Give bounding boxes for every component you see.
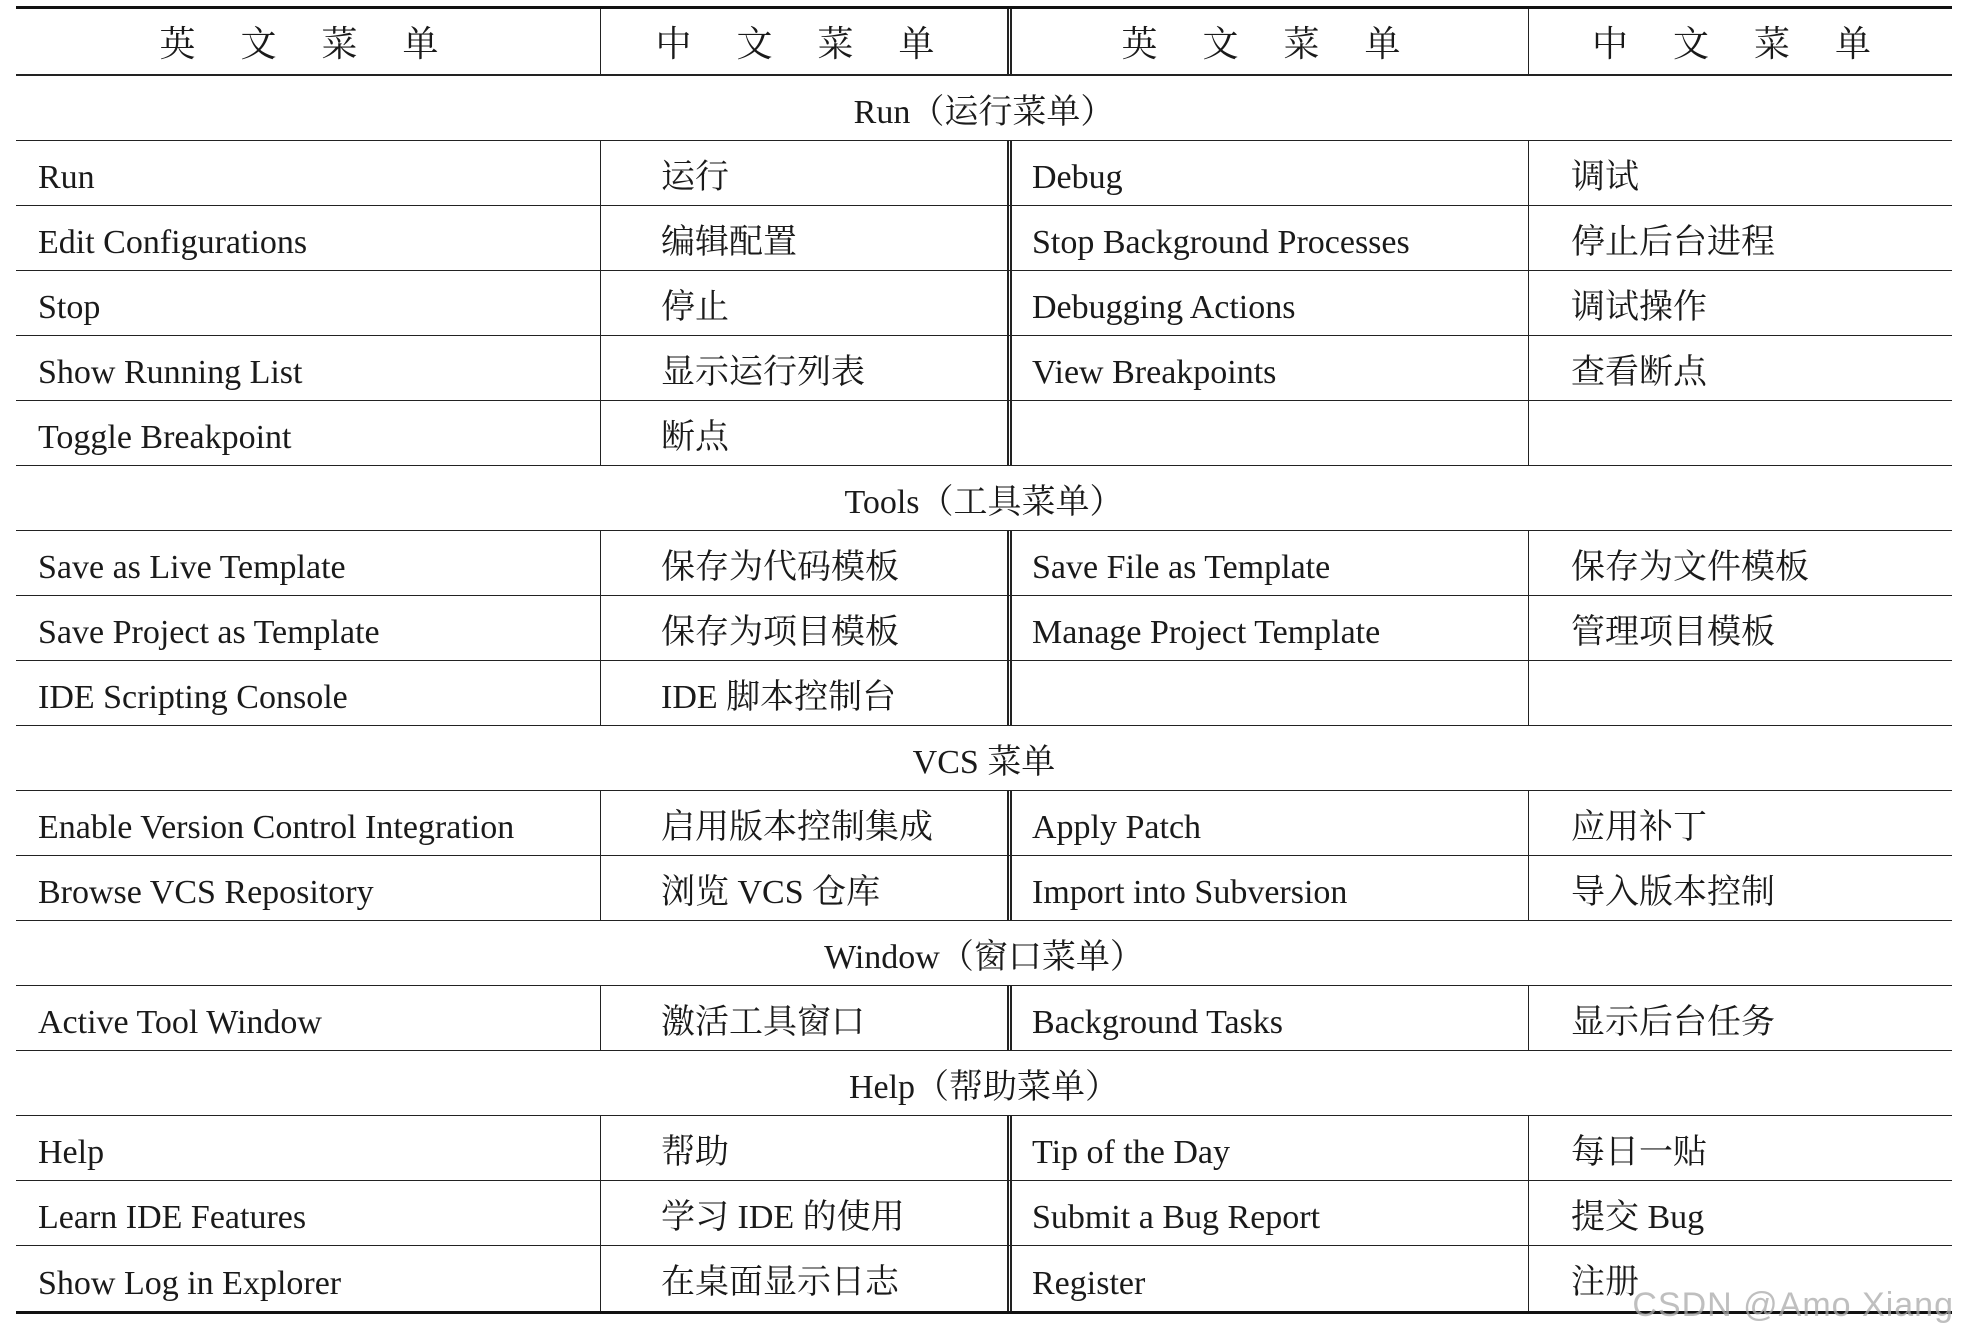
section-title: Run（运行菜单） bbox=[853, 93, 1115, 131]
chinese-menu-cell: 停止后台进程 bbox=[1528, 206, 1952, 270]
english-menu-cell: Stop bbox=[38, 289, 101, 326]
chinese-menu-cell: 保存为代码模板 bbox=[600, 531, 1012, 595]
header-chinese-menu-1: 中 文 菜 单 bbox=[600, 9, 1012, 74]
english-menu-cell: Register bbox=[1032, 1264, 1146, 1302]
english-menu-cell: Toggle Breakpoint bbox=[38, 419, 292, 456]
english-menu-cell: Submit a Bug Report bbox=[1032, 1199, 1321, 1236]
table-row bbox=[16, 791, 1952, 856]
english-menu-cell: Help bbox=[38, 1134, 105, 1171]
table-row bbox=[16, 596, 1952, 661]
english-menu-cell: Save Project as Template bbox=[38, 614, 380, 651]
chinese-menu-cell: 保存为项目模板 bbox=[600, 596, 1012, 660]
chinese-menu-cell: 保存为文件模板 bbox=[1528, 531, 1952, 595]
table-row bbox=[16, 1181, 1952, 1246]
section-title: VCS 菜单 bbox=[912, 743, 1056, 781]
header-chinese-menu-2: 中 文 菜 单 bbox=[1528, 9, 1952, 74]
english-menu-cell: Save File as Template bbox=[1032, 549, 1331, 586]
section-title-row bbox=[16, 726, 1952, 791]
english-menu-cell bbox=[1012, 661, 1528, 725]
english-menu-cell: Background Tasks bbox=[1032, 1004, 1284, 1041]
header-english-menu-2: 英 文 菜 单 bbox=[1121, 24, 1419, 64]
chinese-menu-cell: 显示运行列表 bbox=[600, 336, 1012, 400]
chinese-menu-cell: IDE 脚本控制台 bbox=[600, 661, 1012, 725]
section-title-row bbox=[16, 76, 1952, 141]
english-menu-cell bbox=[1012, 401, 1528, 465]
chinese-menu-cell: 启用版本控制集成 bbox=[600, 791, 1012, 855]
table-row bbox=[16, 661, 1952, 726]
section-title-row bbox=[16, 466, 1952, 531]
chinese-menu-cell: 调试 bbox=[1528, 141, 1952, 205]
header-english-menu-1: 英 文 菜 单 bbox=[159, 24, 457, 64]
section-title-row bbox=[16, 921, 1952, 986]
table-row bbox=[16, 1116, 1952, 1181]
english-menu-cell: Edit Configurations bbox=[38, 224, 308, 261]
header-row bbox=[16, 9, 1952, 76]
english-menu-cell: Save as Live Template bbox=[38, 549, 346, 586]
english-menu-cell: View Breakpoints bbox=[1032, 354, 1277, 391]
english-menu-cell: Apply Patch bbox=[1032, 809, 1202, 846]
english-menu-cell: Show Running List bbox=[38, 354, 303, 391]
chinese-menu-cell: 管理项目模板 bbox=[1528, 596, 1952, 660]
table-row bbox=[16, 206, 1952, 271]
table-row bbox=[16, 271, 1952, 336]
chinese-menu-cell: 编辑配置 bbox=[600, 206, 1012, 270]
chinese-menu-cell: 调试操作 bbox=[1528, 271, 1952, 335]
english-menu-cell: IDE Scripting Console bbox=[38, 679, 348, 716]
table-row bbox=[16, 401, 1952, 466]
menu-translation-table bbox=[16, 6, 1952, 1314]
english-menu-cell: Import into Subversion bbox=[1032, 874, 1348, 911]
english-menu-cell: Run bbox=[38, 159, 95, 196]
chinese-menu-cell: 注册 bbox=[1528, 1246, 1952, 1311]
table-row bbox=[16, 986, 1952, 1051]
chinese-menu-cell: 提交 Bug bbox=[1528, 1181, 1952, 1245]
english-menu-cell: Debug bbox=[1032, 159, 1123, 196]
table-row bbox=[16, 531, 1952, 596]
chinese-menu-cell: 应用补丁 bbox=[1528, 791, 1952, 855]
chinese-menu-cell: 在桌面显示日志 bbox=[600, 1246, 1012, 1311]
section-title: Help（帮助菜单） bbox=[848, 1068, 1120, 1106]
chinese-menu-cell: 显示后台任务 bbox=[1528, 986, 1952, 1050]
table-row bbox=[16, 856, 1952, 921]
english-menu-cell: Debugging Actions bbox=[1032, 289, 1296, 326]
english-menu-cell: Learn IDE Features bbox=[38, 1199, 307, 1236]
chinese-menu-cell: 每日一贴 bbox=[1528, 1116, 1952, 1180]
section-title: Tools（工具菜单） bbox=[844, 483, 1124, 521]
english-menu-cell: Browse VCS Repository bbox=[38, 874, 374, 911]
chinese-menu-cell: 停止 bbox=[600, 271, 1012, 335]
section-title: Window（窗口菜单） bbox=[824, 938, 1144, 976]
table-row bbox=[16, 141, 1952, 206]
chinese-menu-cell bbox=[1528, 661, 1952, 725]
chinese-menu-cell: 查看断点 bbox=[1528, 336, 1952, 400]
table-body bbox=[16, 76, 1952, 1311]
chinese-menu-cell: 断点 bbox=[600, 401, 1012, 465]
english-menu-cell: Tip of the Day bbox=[1032, 1134, 1231, 1171]
table-row bbox=[16, 336, 1952, 401]
chinese-menu-cell: 运行 bbox=[600, 141, 1012, 205]
english-menu-cell: Active Tool Window bbox=[38, 1004, 322, 1041]
english-menu-cell: Manage Project Template bbox=[1032, 614, 1381, 651]
chinese-menu-cell: 导入版本控制 bbox=[1528, 856, 1952, 920]
watermark: CSDN @Amo Xiang bbox=[1632, 1286, 1954, 1324]
chinese-menu-cell: 浏览 VCS 仓库 bbox=[600, 856, 1012, 920]
chinese-menu-cell: 帮助 bbox=[600, 1116, 1012, 1180]
english-menu-cell: Show Log in Explorer bbox=[38, 1264, 342, 1302]
chinese-menu-cell: 学习 IDE 的使用 bbox=[600, 1181, 1012, 1245]
chinese-menu-cell bbox=[1528, 401, 1952, 465]
english-menu-cell: Stop Background Processes bbox=[1032, 224, 1410, 261]
chinese-menu-cell: 激活工具窗口 bbox=[600, 986, 1012, 1050]
english-menu-cell: Enable Version Control Integration bbox=[38, 809, 515, 846]
section-title-row bbox=[16, 1051, 1952, 1116]
